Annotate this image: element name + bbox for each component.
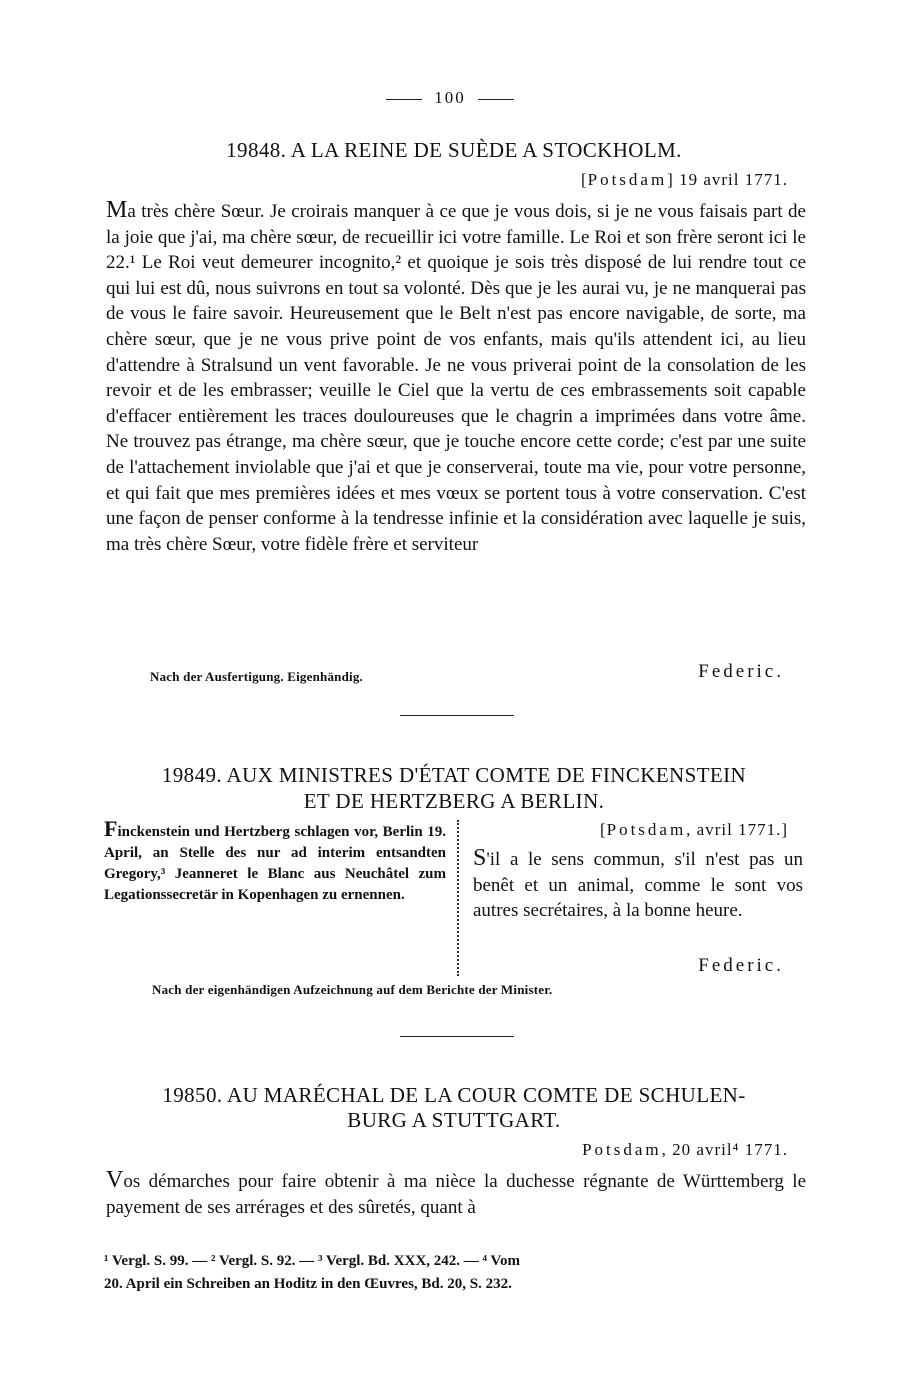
letter-19850-text: os démarches pour faire obtenir à ma nièce la duchesse régnante de Württemberg le payement de ses arrérages et des sûretés, quant à <box>106 1171 806 1218</box>
letter-19849-signature: Federic. <box>698 955 784 976</box>
footnote-line: 20. April ein Schreiben an Hoditz in den Œuvres, Bd. 20, S. 232. <box>104 1276 512 1292</box>
letter-19850-place-date <box>582 1140 788 1160</box>
separator-rule <box>400 1036 514 1037</box>
letter-19849-source: Nach der eigenhändigen Aufzeichnung auf dem Berichte der Minister. <box>152 982 553 997</box>
letter-19848-heading: 19848. A LA REINE DE SUÈDE A STOCKHOLM. <box>226 138 682 162</box>
summary-initial: F <box>104 816 118 841</box>
letter-19850-body <box>106 1168 806 1220</box>
initial-letter: M <box>106 197 128 223</box>
letter-19849-place-date <box>600 820 788 840</box>
letter-19848-source: Nach der Ausfertigung. Eigenhändig. <box>150 669 363 684</box>
letter-19848-place-date <box>581 170 788 190</box>
page-number-dash-left <box>386 99 422 100</box>
letter-19849-heading-line1: 19849. AUX MINISTRES D'ÉTAT COMTE DE FINCKENSTEIN <box>161 763 747 787</box>
letter-19849-text: 'il a le sens commun, s'il n'est pas un benêt et un animal, comme le sont vos autres secrétaires, à la bonne heure. <box>473 849 803 922</box>
letter-19848-paragraph <box>106 198 806 557</box>
place-date-suffix: ] 19 avril 1771. <box>667 170 788 189</box>
letter-19849-body <box>473 846 803 924</box>
initial-letter: S <box>473 845 487 871</box>
place-name: Potsdam <box>587 170 668 189</box>
letter-19848-text: a très chère Sœur. Je croirais manquer à ce que je vous dois, si je ne vous faisais part de la joie que j'ai, ma chère sœur, de recueillir ici votre famille. Le Roi et son frère seront ici le 22.¹ Le Roi veut demeurer incognito,² et quoique je sois très disposé de lui rendre tout ce qui lui est dû, nous suivrons en tout sa volonté. Dès que je les aurai vu, je ne manquerai pas de vous le faire savoir. Heureusement que le Belt n'est pas encore navigable, de sorte, ma chère sœur, que je ne vous prive point de vos enfants, mais qu'ils attendent ici, au lieu d'attendre à Stralsund un vent favorable. Je ne vous priverai point de la consolation de les revoir et de les embrasser; veuille le Ciel que la vertu de ces embrassements soit capable d'effacer entièrement les traces douloureuses que le chagrin a imprimées dans votre âme. Ne trouvez pas étrange, ma chère sœur, que je touche encore cette corde; c'est par une suite de l'attachement inviolable que j'ai et que je conserverai, toute ma vie, pour votre personne, et qui fait que mes premières idées et mes vœux se portent tous à votre conservation. C'est une façon de penser conforme à la tendresse infinie et la considération avec laquelle je suis, ma très chère Sœur, votre fidèle frère et serviteur <box>106 201 806 555</box>
place-date-prefix: [ <box>599 820 607 839</box>
place-name: Potsdam <box>606 820 687 839</box>
letter-19850-heading-line1: 19850. AU MARÉCHAL DE LA COUR COMTE DE SCHULEN- <box>162 1083 746 1107</box>
footnotes <box>104 1250 804 1296</box>
page-number-value: 100 <box>434 88 466 107</box>
letter-19849-summary <box>104 818 446 906</box>
column-divider <box>457 820 459 976</box>
letter-19850-heading-line2: BURG A STUTTGART. <box>347 1108 561 1132</box>
place-date-suffix: , avril 1771.] <box>686 820 788 839</box>
letter-19848-signature: Federic. <box>698 661 784 682</box>
letter-19849-heading-line2: ET DE HERTZBERG A BERLIN. <box>303 789 605 813</box>
summary-text: inckenstein und Hertzberg schlagen vor, Berlin 19. April, an Stelle des nur ad interim entsandten Gregory,³ Jeanneret le Blanc aus Neuchâtel zum Legationssecretär in Kopenhagen zu ernennen. <box>104 824 446 903</box>
place-name: Potsdam <box>582 1140 662 1159</box>
place-date-suffix: , 20 avril⁴ 1771. <box>661 1140 788 1159</box>
footnote-line: ¹ Vergl. S. 99. — ² Vergl. S. 92. — ³ Vergl. Bd. XXX, 242. — ⁴ Vom <box>104 1253 520 1269</box>
separator-rule <box>400 715 514 716</box>
letter-19848-body <box>106 198 806 557</box>
place-date-prefix: [ <box>580 170 588 189</box>
page-number <box>0 88 900 108</box>
initial-letter: V <box>106 1167 124 1193</box>
page-number-dash-right <box>478 99 514 100</box>
letter-19850-paragraph <box>106 1168 806 1220</box>
